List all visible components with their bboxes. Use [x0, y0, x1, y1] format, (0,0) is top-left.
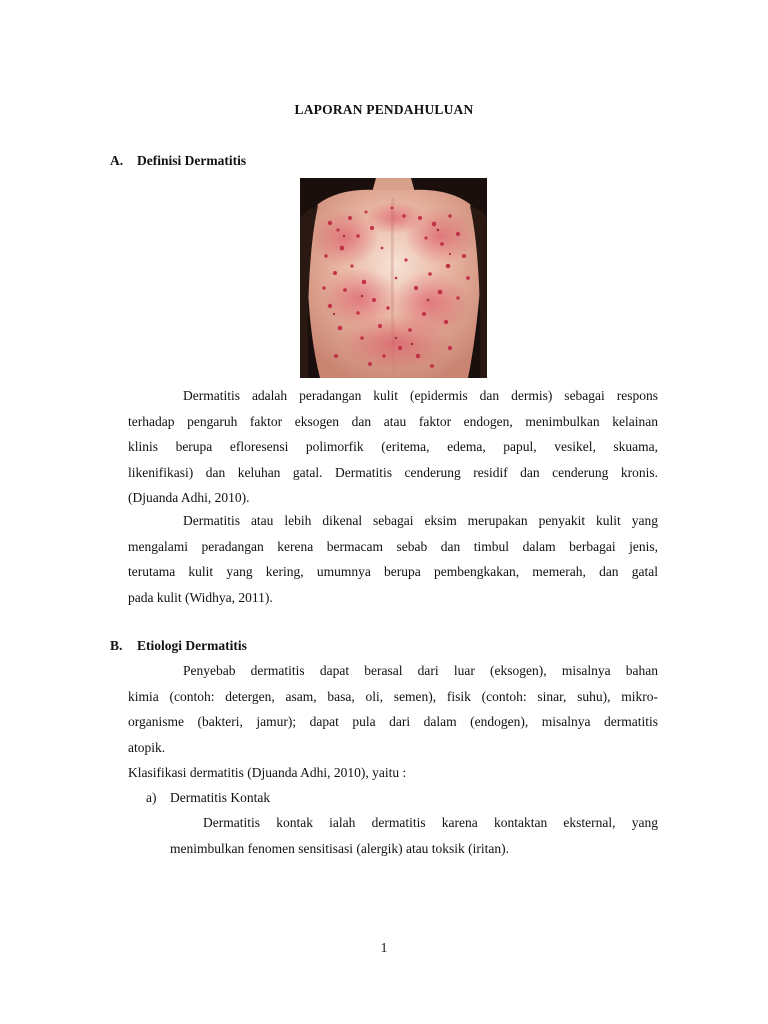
section-b-paragraph-1 — [128, 658, 658, 760]
paragraph-line: Dermatitis kontak ialah dermatitis karena kontaktan eksternal, yang — [203, 815, 658, 830]
paragraph-line: Dermatitis adalah peradangan kulit (epidermis dan dermis) sebagai respons — [183, 388, 658, 403]
section-a-heading — [110, 153, 246, 169]
paragraph-line: klinis berupa efloresensi polimorfik (eritema, edema, papul, vesikel, skuama, — [128, 439, 658, 454]
paragraph-line: pada kulit (Widhya, 2011). — [128, 589, 273, 605]
paragraph-line: organisme (bakteri, jamur); dapat pula dari dalam (endogen), misalnya dermatitis — [128, 714, 658, 729]
section-a-title: Definisi Dermatitis — [137, 153, 247, 168]
classification-intro: Klasifikasi dermatitis (Djuanda Adhi, 2010), yaitu : — [128, 765, 407, 780]
page-number: 1 — [380, 940, 388, 955]
paragraph-line: kimia (contoh: detergen, asam, basa, oli, semen), fisik (contoh: sinar, suhu), mikro- — [128, 688, 658, 704]
sublist-a-paragraph — [170, 810, 658, 861]
paragraph-line: Penyebab dermatitis dapat berasal dari luar (eksogen), misalnya bahan — [183, 663, 658, 678]
paragraph-line: atopik. — [128, 739, 166, 755]
back-photo-svg — [300, 178, 487, 378]
dermatitis-back-photo — [300, 178, 487, 378]
paragraph-line: terutama kulit yang kering, umumnya berupa pembengkakan, memerah, dan gatal — [128, 564, 658, 579]
section-b-marker: B. — [110, 638, 123, 653]
paragraph-line: menimbulkan fenomen sensitisasi (alergik) atau toksik (iritan). — [170, 840, 510, 856]
sublist-marker: a) — [146, 790, 157, 805]
section-b-title: Etiologi Dermatitis — [137, 638, 247, 653]
section-a-marker: A. — [110, 153, 124, 168]
section-a-paragraph-1 — [128, 383, 658, 511]
sublist-item-a — [146, 785, 270, 811]
sublist-title: Dermatitis Kontak — [170, 790, 271, 805]
paragraph-line: terhadap pengaruh faktor eksogen dan atau faktor endogen, menimbulkan kelainan — [128, 413, 658, 429]
section-b-heading — [110, 638, 247, 654]
document-title: LAPORAN PENDAHULUAN — [294, 102, 474, 117]
paragraph-line: Dermatitis atau lebih dikenal sebagai eksim merupakan penyakit kulit yang — [183, 513, 658, 528]
section-a-paragraph-2 — [128, 508, 658, 610]
paragraph-line: mengalami peradangan kerena bermacam sebab dan timbul dalam berbagai jenis, — [128, 538, 658, 554]
paragraph-line: (Djuanda Adhi, 2010). — [128, 490, 250, 505]
paragraph-line: likenifikasi) dan keluhan gatal. Dermatitis cenderung residif dan cenderung kronis. — [128, 464, 658, 480]
